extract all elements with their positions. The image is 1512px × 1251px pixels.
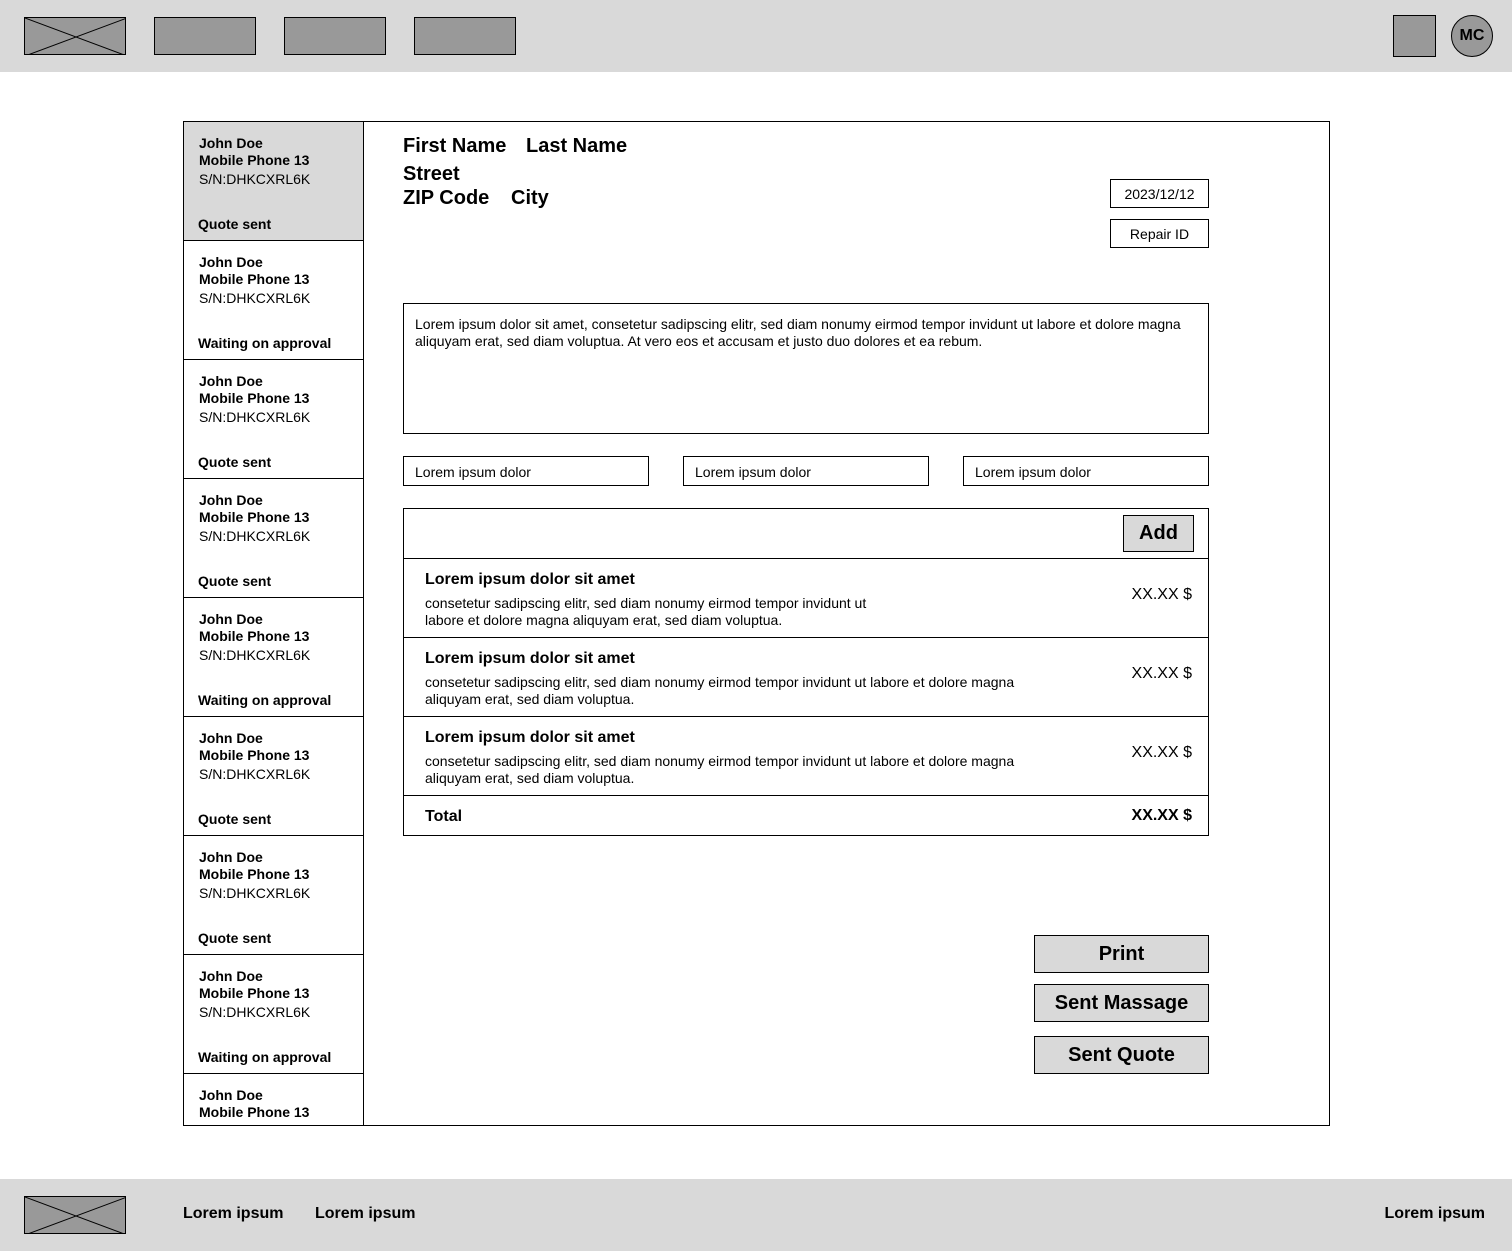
send-quote-button[interactable]: Sent Quote: [1034, 1036, 1209, 1074]
list-item-device: Mobile Phone 13: [199, 628, 310, 644]
nav-item-1[interactable]: [154, 17, 256, 55]
list-item-status: Quote sent: [198, 454, 272, 470]
total-value: XX.XX $: [1131, 807, 1192, 824]
list-item-serial: S/N:DHKCXRL6K: [199, 171, 311, 187]
send-message-button[interactable]: Sent Massage: [1034, 984, 1209, 1022]
list-item[interactable]: [184, 717, 364, 836]
item-description-line-1: consetetur sadipscing elitr, sed diam nonumy eirmod tempor invidunt ut: [425, 595, 867, 611]
table-row[interactable]: [404, 717, 1208, 796]
item-description-line-2: labore et dolore magna aliquyam erat, sed diam voluptua.: [425, 612, 783, 628]
list-item-device: Mobile Phone 13: [199, 152, 310, 168]
list-item-serial: S/N:DHKCXRL6K: [199, 409, 311, 425]
item-description: [425, 753, 1014, 787]
list-item-name: John Doe: [199, 611, 263, 627]
header-bar: [0, 0, 1512, 72]
list-item-status: Quote sent: [198, 930, 272, 946]
list-item-serial: S/N:DHKCXRL6K: [199, 885, 311, 901]
list-item[interactable]: [184, 836, 364, 955]
list-item-name: John Doe: [199, 254, 263, 270]
footer-bar: [0, 1179, 1512, 1251]
list-item-name: John Doe: [199, 849, 263, 865]
input-field-2[interactable]: Lorem ipsum dolor: [683, 456, 929, 486]
list-item[interactable]: [184, 479, 364, 598]
nav-item-3[interactable]: [414, 17, 516, 55]
list-item-status: Quote sent: [198, 573, 272, 589]
add-item-button[interactable]: Add: [1123, 515, 1194, 552]
description-textarea[interactable]: Lorem ipsum dolor sit amet, consetetur sadipscing elitr, sed diam nonumy eirmod tempor invidunt ut labore et dolore magna aliquyam erat, sed diam voluptua. At vero eos et accusam et justo duo dolores et ea rebum.: [403, 303, 1209, 434]
list-item[interactable]: [184, 955, 364, 1074]
nav-item-2[interactable]: [284, 17, 386, 55]
footer-logo-image-placeholder-icon[interactable]: [24, 1196, 126, 1234]
list-item-device: Mobile Phone 13: [199, 390, 310, 406]
list-item-status: Quote sent: [198, 811, 272, 827]
footer-link-2[interactable]: Lorem ipsum: [315, 1205, 416, 1222]
list-item-device: Mobile Phone 13: [199, 866, 310, 882]
list-item-serial: S/N:DHKCXRL6K: [199, 290, 311, 306]
list-item-status: Waiting on approval: [198, 1049, 332, 1065]
table-row[interactable]: [404, 638, 1208, 717]
list-item[interactable]: [184, 122, 364, 241]
customer-city: City: [511, 187, 549, 209]
list-item-serial: S/N:DHKCXRL6K: [199, 766, 311, 782]
list-item-device: Mobile Phone 13: [199, 509, 310, 525]
customer-zip: ZIP Code: [403, 187, 490, 209]
list-item-device: Mobile Phone 13: [199, 1104, 310, 1120]
list-item-serial: S/N:DHKCXRL6K: [199, 1004, 311, 1020]
list-item-status: Quote sent: [198, 216, 272, 232]
item-description-line-2: aliquyam erat, sed diam voluptua.: [425, 691, 635, 707]
repair-list-sidebar: [184, 122, 364, 1125]
item-title: Lorem ipsum dolor sit amet: [425, 729, 635, 746]
item-description: [425, 595, 866, 629]
list-item-serial: S/N:DHKCXRL6K: [199, 528, 311, 544]
customer-last-name: Last Name: [526, 135, 628, 157]
item-price: XX.XX $: [1131, 665, 1192, 682]
list-item-name: John Doe: [199, 968, 263, 984]
item-description: [425, 674, 1014, 708]
quote-items-table: [403, 508, 1209, 836]
notification-icon[interactable]: [1393, 15, 1436, 57]
item-description-line-1: consetetur sadipscing elitr, sed diam nonumy eirmod tempor invidunt ut labore et dolore magna: [425, 674, 1015, 690]
repair-id-field[interactable]: Repair ID: [1110, 219, 1209, 248]
input-field-1[interactable]: Lorem ipsum dolor: [403, 456, 649, 486]
list-item-name: John Doe: [199, 1087, 263, 1103]
list-item-device: Mobile Phone 13: [199, 985, 310, 1001]
list-item-name: John Doe: [199, 373, 263, 389]
list-item-device: Mobile Phone 13: [199, 271, 310, 287]
list-item-status: Waiting on approval: [198, 692, 332, 708]
customer-street: Street: [403, 163, 460, 185]
item-description-line-1: consetetur sadipscing elitr, sed diam nonumy eirmod tempor invidunt ut labore et dolore magna: [425, 753, 1015, 769]
list-item[interactable]: [184, 241, 364, 360]
item-title: Lorem ipsum dolor sit amet: [425, 571, 635, 588]
list-item-name: John Doe: [199, 730, 263, 746]
footer-link-1[interactable]: Lorem ipsum: [183, 1205, 284, 1222]
list-item-device: Mobile Phone 13: [199, 747, 310, 763]
avatar[interactable]: MC: [1451, 15, 1493, 57]
items-table-header: [404, 509, 1208, 559]
footer-link-right[interactable]: Lorem ipsum: [1384, 1205, 1485, 1222]
total-label: Total: [425, 808, 463, 825]
logo-image-placeholder-icon[interactable]: [24, 17, 126, 55]
total-row: [404, 796, 1208, 836]
date-field[interactable]: 2023/12/12: [1110, 179, 1209, 208]
item-price: XX.XX $: [1131, 586, 1192, 603]
item-price: XX.XX $: [1131, 744, 1192, 761]
repair-detail-frame: [183, 121, 1330, 1126]
item-title: Lorem ipsum dolor sit amet: [425, 650, 635, 667]
list-item[interactable]: [184, 1074, 364, 1125]
item-description-line-2: aliquyam erat, sed diam voluptua.: [425, 770, 635, 786]
table-row[interactable]: [404, 559, 1208, 638]
print-button[interactable]: Print: [1034, 935, 1209, 973]
list-item[interactable]: [184, 360, 364, 479]
input-field-3[interactable]: Lorem ipsum dolor: [963, 456, 1209, 486]
customer-first-name: First Name: [403, 135, 507, 157]
list-item-name: John Doe: [199, 135, 263, 151]
list-item-name: John Doe: [199, 492, 263, 508]
list-item[interactable]: [184, 598, 364, 717]
list-item-status: Waiting on approval: [198, 335, 332, 351]
list-item-serial: S/N:DHKCXRL6K: [199, 647, 311, 663]
